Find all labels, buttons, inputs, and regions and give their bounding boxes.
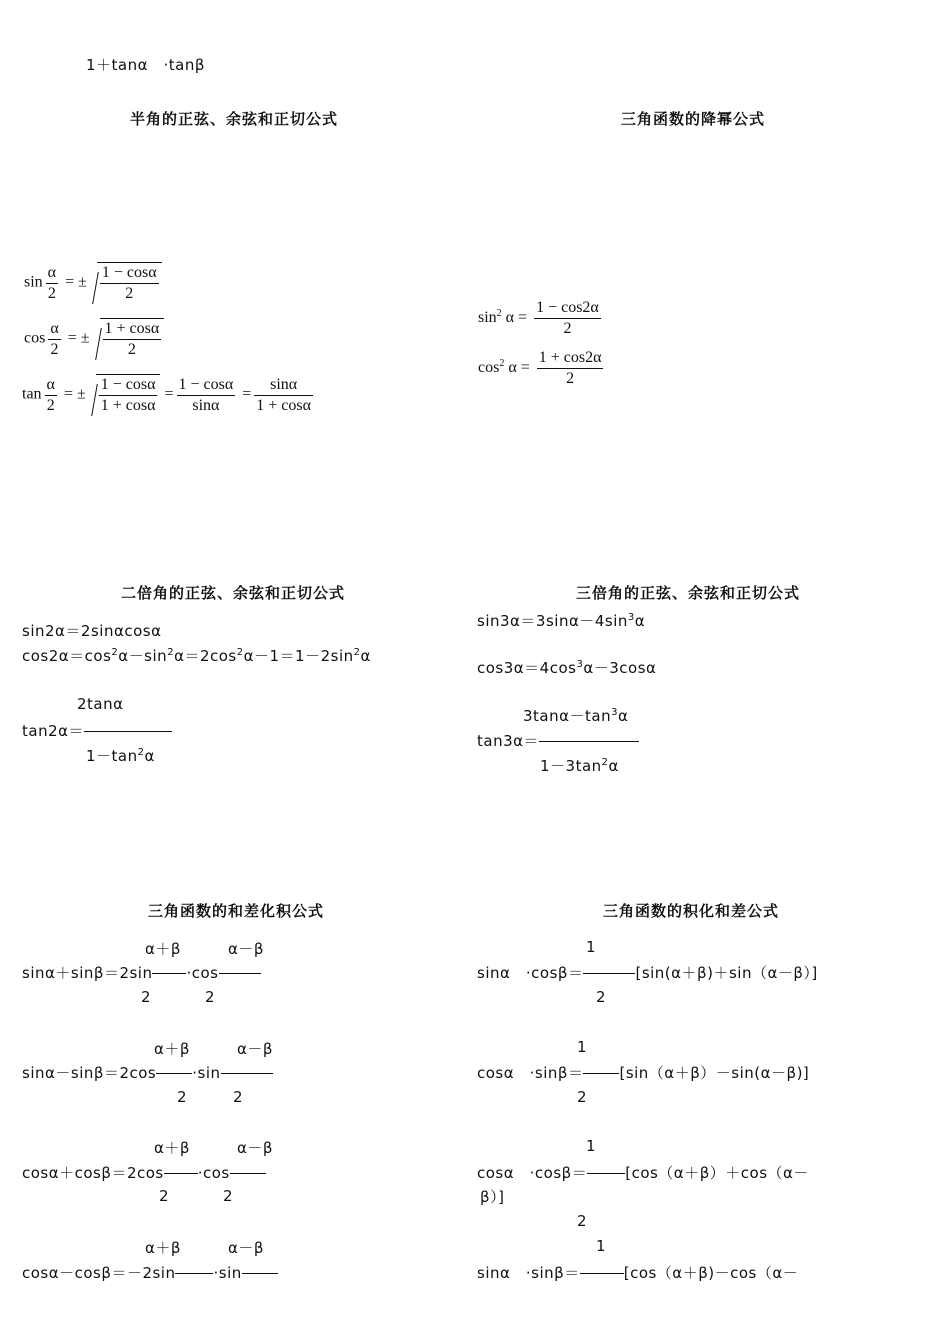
top-line: 1＋tanα ·tanβ — [86, 56, 205, 74]
p2s-2-den: 2 — [577, 1088, 588, 1106]
p2s-3-line: cosα ·cosβ＝ [cos（α＋β）＋cos（α－ — [477, 1164, 809, 1182]
s2p-1-den-b: 2 — [205, 988, 216, 1006]
s2p-1-top-plus: α＋β — [145, 940, 181, 958]
p2s-3-wrap: β）] — [480, 1188, 505, 1206]
s2p-4-top-plus: α＋β — [145, 1239, 181, 1257]
s2p-4-top-minus: α－β — [228, 1239, 264, 1257]
p2s-1-line: sinα ·cosβ＝ [sin(α＋β)＋sin（α－β）] — [477, 964, 818, 982]
p2s-4-num: 1 — [596, 1237, 607, 1255]
heading-triple-angle: 三倍角的正弦、余弦和正切公式 — [576, 584, 801, 602]
formula-triple-tan: tan3α＝ — [477, 730, 639, 751]
formula-double-tan: tan2α＝ — [22, 720, 172, 741]
formula-triple-cos: $\cos 3\alpha=4\cos^3\alpha-3\cos\alpha$ — [477, 659, 657, 677]
p2s-1-num: 1 — [586, 938, 597, 956]
heading-half-angle: 半角的正弦、余弦和正切公式 — [130, 110, 339, 128]
s2p-4-line: cosα－cosβ＝－2sin ·sin — [22, 1262, 278, 1283]
formula-double-tan-den: $1-\tan^2\alpha$ — [86, 747, 155, 765]
p2s-2-line: cosα ·sinβ＝ [sin（α＋β）－sin(α－β)] — [477, 1064, 810, 1082]
s2p-2-den-a: 2 — [177, 1088, 188, 1106]
formula-triple-tan-den: $1-3\tan^2\alpha$ — [540, 757, 619, 775]
heading-product-to-sum: 三角函数的积化和差公式 — [603, 902, 780, 920]
s2p-2-line: sinα－sinβ＝2cos ·sin — [22, 1062, 273, 1083]
s2p-3-den-b: 2 — [223, 1187, 234, 1205]
s2p-1-den-a: 2 — [141, 988, 152, 1006]
s2p-2-top-minus: α－β — [237, 1040, 273, 1058]
formula-power-cos: $\cos^2 \alpha$ = $\frac{1 + \cos 2\alpha}{2}$ — [478, 349, 602, 387]
formula-triple-tan-num: $3\tan\alpha-\tan^3\alpha$ — [523, 707, 629, 725]
s2p-3-top-minus: α－β — [237, 1139, 273, 1157]
formula-power-sin: $\sin^2 \alpha$ = $\frac{1 - \cos 2\alpha}{2}$ — [478, 299, 599, 337]
p2s-4-line: sinα ·sinβ＝ [cos（α＋β)－cos（α－ — [477, 1264, 799, 1282]
heading-sum-to-product: 三角函数的和差化积公式 — [148, 902, 325, 920]
formula-double-tan-num: 2tanα — [77, 695, 124, 713]
heading-double-angle: 二倍角的正弦、余弦和正切公式 — [121, 584, 346, 602]
s2p-3-den-a: 2 — [159, 1187, 170, 1205]
s2p-2-den-b: 2 — [233, 1088, 244, 1106]
s2p-2-top-plus: α＋β — [154, 1040, 190, 1058]
s2p-3-line: cosα＋cosβ＝2cos ·cos — [22, 1162, 266, 1183]
formula-half-cos: cos $\frac{\alpha}{2}$ = ± $\frac{1 + \cos\alpha}{2}$ — [24, 318, 164, 360]
formula-triple-sin: $\sin 3\alpha=3\sin\alpha-4\sin^3\alpha$ — [477, 612, 646, 630]
formula-half-sin: sin $\frac{\alpha}{2}$ = ± $\frac{1 - \cos\alpha}{2}$ — [24, 262, 162, 304]
p2s-2-num: 1 — [577, 1038, 588, 1056]
s2p-1-line: sinα＋sinβ＝2sin ·cos — [22, 962, 261, 983]
formula-double-sin: sin2α＝2sinαcosα — [22, 622, 162, 640]
p2s-1-den: 2 — [596, 988, 607, 1006]
formula-half-tan: tan $\frac{\alpha}{2}$ = ± $\frac{1 - \cos\alpha}{1 + \cos\alpha}$ = $\frac{1 - \cos\alpha}{\sin\alpha}$ = $\frac{\sin\alpha}{1 + \cos\alpha}$ — [22, 375, 312, 414]
s2p-3-top-plus: α＋β — [154, 1139, 190, 1157]
heading-power-reduction: 三角函数的降幂公式 — [621, 110, 766, 128]
p2s-3-den: 2 — [577, 1212, 588, 1230]
formula-double-cos: $\cos 2\alpha=\cos^2\alpha-\sin^2\alpha=2\cos^2\alpha-1=1-2\sin^2\alpha$ — [22, 647, 371, 665]
s2p-1-top-minus: α－β — [228, 940, 264, 958]
p2s-3-num: 1 — [586, 1137, 597, 1155]
